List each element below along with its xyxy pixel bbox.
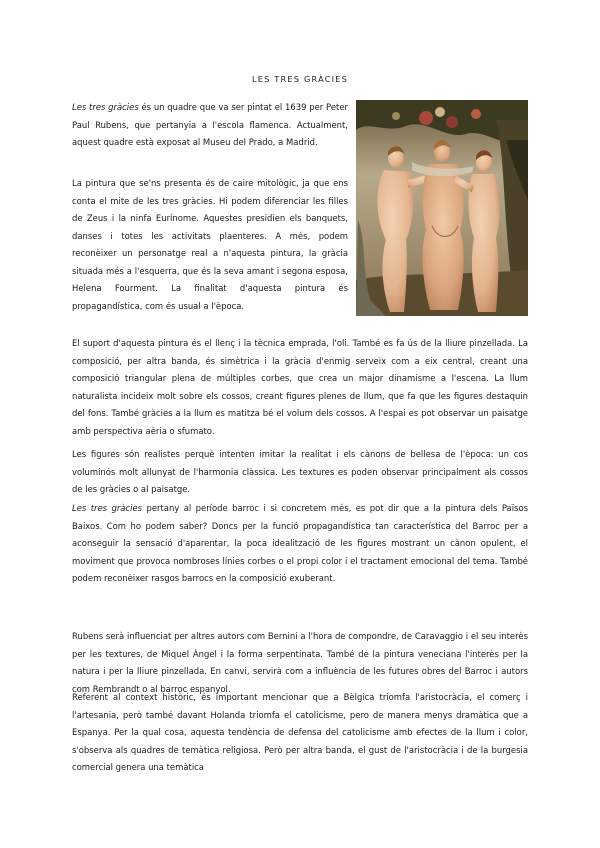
paragraph-myth: La pintura que se'ns presenta és de caire mitològic, ja que ens conta el mite de les tres gràcies. Hi podem diferenciar les filles de Zeus i la ninfa Eurínome. Aquestes presidien els banquets, danses i totes les activitats plaenteres. A més, podem reconèixer un personatge real a n'aquesta pintura, la gràcia situada més a l'esquerra, que és la seva amant i segona esposa, Helena Fourment. La finalitat d'aquesta pintura és propagandística, com és usual a l'època.	[72, 178, 348, 311]
paragraph-baroque-text: pertany al període barroc i si concretem més, es pot dir que a la pintura dels Països Baixos. Com ho podem saber? Doncs per la funció propagandística tan característica del Barroc per a aconseguir la sensació d'aparentar, la poca idealització de les figures mostrant un cànon opulent, el moviment que provoca nombroses línies corbes o el propi color i el tractament emocional del tema. També podem reconèixer rasgos barrocs en la composició exuberant.	[72, 503, 528, 583]
paragraph-technique: El suport d'aquesta pintura és el llenç i la tècnica emprada, l'oli. També es fa ús de la lliure pinzellada. La composició, per altra banda, és simètrica i la gràcia d'enmig serveix com a eix central, creant una composició triangular plena de múltiples corbes, que crea un major dinamisme a l'escena. La llum naturalista incideix molt sobre els cossos, creant figures plenes de llum, que fa que les figures destaquin del fons. També gràcies a la llum es matitza bé el volum dels cossos. A l'espai es pot observar un paisatge amb perspectiva aèria o sfumato.	[72, 338, 528, 436]
paragraph-context: Referent al context històric, és important mencionar que a Bèlgica triomfa l'aristocràcia, el comerç i l'artesania, però també davant Holanda triomfa el catolicisme, pero de manera menys dramàtica que a Espanya. Per la qual cosa, aquesta tendència de defensa del catolicisme amb efectes de la llum i color, s'observa als quadres de temàtica religiosa. Però per altra banda, el gust de l'aristocràcia i de la burgesia comercial genera una temàtica	[72, 692, 528, 772]
page-title: LES TRES GRÀCIES	[251, 74, 349, 84]
three-graces-painting	[356, 100, 528, 316]
paragraph-influences: Rubens serà influenciat per altres autors com Bernini a l'hora de compondre, de Caravaggio i el seu interès per les textures, de Miquel Àngel i la forma serpentinata. També de la pintura veneciana l'interès per la natura i per la lliure pinzellada. En canvi, servirà com a influència de les futures obres del Barroc i autors com Rembrandt o al barroc espanyol.	[72, 631, 528, 694]
paragraph-intro-text: és un quadre que va ser pintat el 1639 per Peter Paul Rubens, que pertanyia a l'escola flamenca. Actualment, aquest quadre està exposat al Museu del Prado, a Madrid.	[72, 102, 348, 147]
painting-title-italic: Les tres gràcies	[72, 102, 139, 112]
paragraph-baroque	[72, 500, 528, 588]
paragraph-intro	[72, 99, 348, 152]
paragraph-realism: Les figures són realistes perquè intenten imitar la realitat i els cànons de bellesa de l'època: un cos voluminós molt allunyat de l'harmonia clàssica. Les textures es poden observar principalment als cossos de les gràcies o al paisatge.	[72, 449, 528, 494]
painting-image	[356, 100, 528, 316]
painting-title-italic-2: Les tres gràcies	[72, 503, 143, 513]
